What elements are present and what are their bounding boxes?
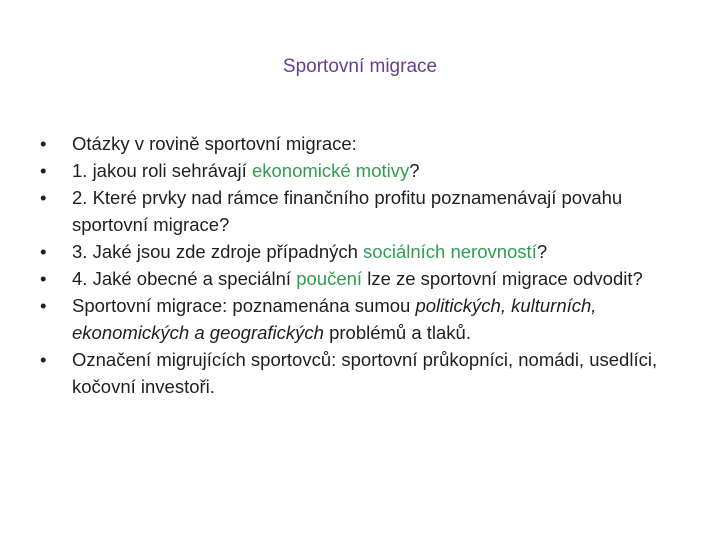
bullet-text: 4. Jaké obecné a speciální	[72, 268, 297, 289]
list-item	[40, 346, 680, 400]
bullet-text: ?	[536, 241, 548, 262]
bullet-text: Otázky v rovině sportovní migrace:	[72, 133, 357, 154]
list-item	[40, 157, 680, 184]
bullet-text: 2. Které prvky nad rámce finančního profitu poznamenávají povahu sportovní migrace?	[72, 187, 623, 235]
bullet-icon: •	[40, 268, 47, 289]
highlighted-term: poučení	[296, 268, 363, 289]
bullet-text: 1. jakou roli sehrávají	[72, 160, 252, 181]
italic-text: politických, kulturních, ekonomických a geografických	[72, 295, 597, 343]
bullet-icon: •	[40, 295, 47, 316]
list-item	[40, 292, 680, 346]
bullet-icon: •	[40, 133, 47, 154]
bullet-text: 3. Jaké jsou zde zdroje případných	[72, 241, 364, 262]
bullet-icon: •	[40, 187, 47, 208]
bullet-list	[40, 130, 680, 400]
bullet-text: Sportovní migrace: poznamenána sumou	[72, 295, 416, 316]
highlighted-term: ekonomické motivy	[251, 160, 410, 181]
bullet-icon: •	[40, 349, 47, 370]
bullet-text: problémů a tlaků.	[323, 322, 471, 343]
bullet-text: lze ze sportovní migrace odvodit?	[362, 268, 643, 289]
bullet-text: ?	[409, 160, 420, 181]
list-item	[40, 265, 680, 292]
bullet-text: Označení migrujících sportovců: sportovní průkopníci, nomádi, usedlíci, kočovní investoři.	[72, 349, 658, 397]
bullet-icon: •	[40, 241, 47, 262]
highlighted-term: sociálních nerovností	[363, 241, 537, 262]
list-item	[40, 130, 680, 157]
slide-title: Sportovní migrace	[282, 56, 438, 77]
bullet-icon: •	[40, 160, 47, 181]
list-item	[40, 238, 680, 265]
list-item	[40, 184, 680, 238]
